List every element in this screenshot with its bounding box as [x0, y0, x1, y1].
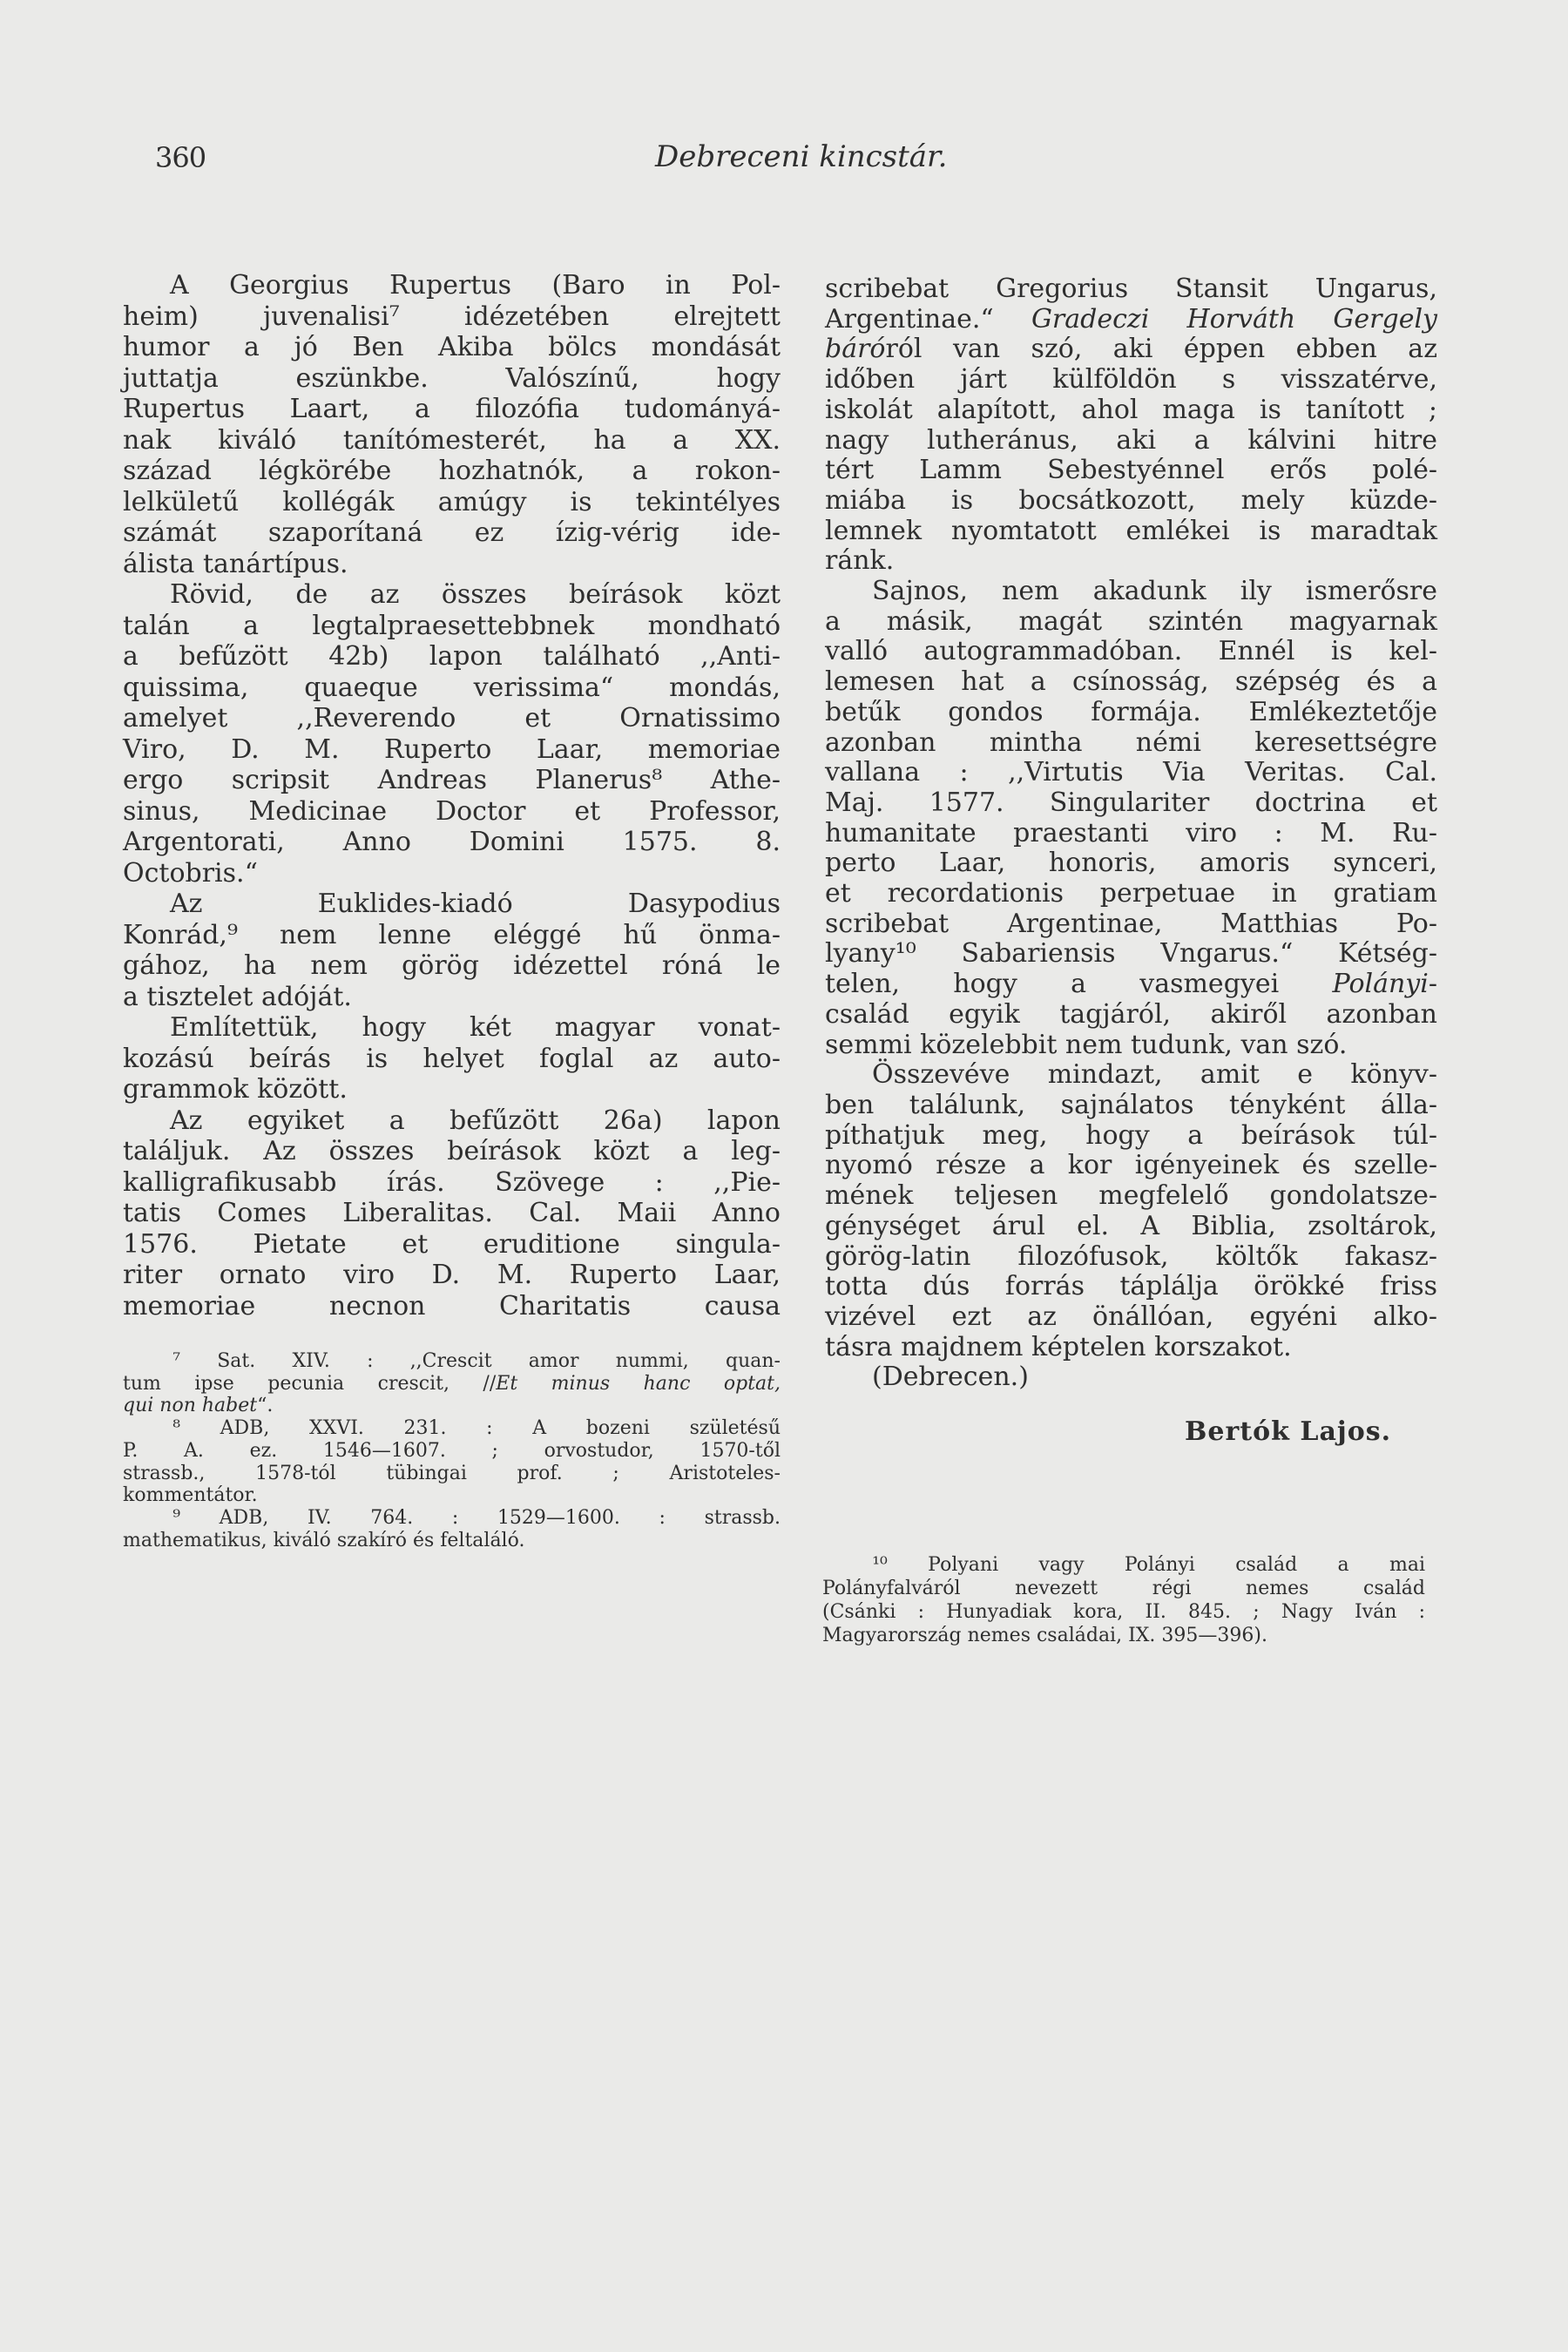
text-line: vizével ezt az önállóan, egyéni alko-: [825, 1301, 1437, 1332]
italic-text: Gradeczi Horváth Gergely: [1031, 303, 1437, 335]
italic-text: báró: [825, 334, 886, 365]
text-line: iskolát alapított, ahol maga is tanított ;: [825, 394, 1437, 425]
text-line: kalligrafikusabb írás. Szövege : ,,Pie-: [123, 1166, 781, 1198]
text-line: miába is bocsátkozott, mely küzde-: [825, 484, 1437, 516]
text-line: nagy lutheránus, aki a kálvini hitre: [825, 424, 1437, 456]
text-line: család egyik tagjáról, akiről azonban: [825, 998, 1437, 1030]
text-line: Argentorati, Anno Domini 1575. 8.: [123, 827, 781, 857]
author-signature: Bertók Lajos.: [1185, 1416, 1392, 1447]
text-line: et recordationis perpetuae in gratiam: [825, 878, 1437, 909]
text-line: riter ornato viro D. M. Ruperto Laar,: [123, 1260, 781, 1290]
text-line: ⁹ ADB, IV. 764. : 1529—1600. : strassb.: [172, 1506, 781, 1529]
text-line: számát szaporítaná ez ízig-vérig ide-: [123, 517, 781, 548]
text-line: (Debrecen.): [872, 1362, 1029, 1393]
text-line: Rövid, de az összes beírások közt: [170, 579, 781, 610]
text-line: lelkületű kollégák amúgy is tekintélyes: [123, 486, 781, 517]
text-line: scribebat Gregorius Stansit Ungarus,: [825, 274, 1437, 304]
running-title: Debreceni kincstár.: [655, 139, 948, 174]
text-segment: -: [1428, 969, 1437, 1000]
text-line: Az egyiket a befűzött 26a) lapon: [170, 1105, 781, 1136]
text-line: [825, 305, 1437, 335]
text-line: találjuk. Az összes beírások közt a leg-: [123, 1136, 781, 1166]
text-line: álista tanártípus.: [123, 548, 348, 579]
page-number: 360: [155, 141, 206, 174]
text-line: mathematikus, kiváló szakíró és feltaláló.: [123, 1529, 525, 1551]
text-line: tért Lamm Sebestyénnel erős polé-: [825, 455, 1437, 486]
text-line: P. A. ez. 1546—1607. ; orvostudor, 1570-től: [123, 1439, 781, 1462]
text-line: azonban mintha némi keresettségre: [825, 727, 1437, 758]
text-line: gához, ha nem görög idézettel róná le: [123, 950, 781, 981]
text-line: humor a jó Ben Akiba bölcs mondását: [123, 332, 781, 362]
text-line: memoriae necnon Charitatis causa: [123, 1290, 781, 1321]
text-line: ¹⁰ Polyani vagy Polányi család a mai: [872, 1554, 1425, 1576]
text-line: [123, 1373, 781, 1396]
text-line: 1576. Pietate et eruditione singula-: [123, 1228, 781, 1260]
text-line: Octobris.“: [123, 857, 258, 889]
text-line: sinus, Medicinae Doctor et Professor,: [123, 795, 781, 827]
text-line: Maj. 1577. Singulariter doctrina et: [825, 787, 1437, 818]
text-line: totta dús forrás táplálja örökké friss: [825, 1271, 1437, 1302]
right-footnotes: [822, 1553, 1425, 1647]
text-line: valló autogrammadóban. Ennél is kel-: [825, 636, 1437, 667]
italic-text: Polányi: [1332, 969, 1429, 1000]
text-line: görög-latin filozófusok, költők fakasz-: [825, 1240, 1437, 1272]
text-line: Említettük, hogy két magyar vonat-: [170, 1012, 781, 1043]
text-line: Magyarország nemes családai, IX. 395—396).: [822, 1625, 1267, 1646]
text-line: Az Euklides-kiadó Dasypodius: [170, 889, 781, 919]
text-segment: tum ipse pecunia crescit, //: [123, 1372, 497, 1395]
text-line: Polányfalváról nevezett régi nemes család: [822, 1578, 1425, 1599]
text-line: nak kiváló tanítómesterét, ha a XX.: [123, 424, 781, 456]
text-line: píthatjuk meg, hogy a beírások túl-: [825, 1119, 1437, 1151]
text-line: amelyet ,,Reverendo et Ornatissimo: [123, 703, 781, 733]
text-line: időben járt külföldön s visszatérve,: [825, 364, 1437, 395]
text-line: Rupertus Laart, a filozófia tudományá-: [123, 394, 781, 424]
text-line: strassb., 1578-tól tübingai prof. ; Aristoteles-: [123, 1462, 781, 1484]
text-line: lyany¹⁰ Sabariensis Vngarus.“ Kétség-: [825, 938, 1437, 970]
text-segment: telen, hogy a vasmegyei: [825, 969, 1333, 1000]
text-line: század légkörébe hozhatnók, a rokon-: [123, 456, 781, 486]
text-line: a befűzött 42b) lapon található ,,Anti-: [123, 641, 781, 672]
text-segment: “.: [257, 1395, 274, 1417]
text-line: heim) juvenalisi⁷ idézetében elrejtett: [123, 301, 781, 332]
text-line: [825, 970, 1437, 1000]
text-line: tatis Comes Liberalitas. Cal. Maii Anno: [123, 1198, 781, 1228]
text-line: juttatja eszünkbe. Valószínű, hogy: [123, 362, 781, 394]
text-line: kozású beírás is helyet foglal az auto-: [123, 1043, 781, 1074]
text-line: Összevéve mindazt, amit e könyv-: [872, 1059, 1437, 1091]
left-column-body: [123, 270, 781, 1321]
text-line: [825, 335, 1437, 365]
text-line: quissima, quaeque verissima“ mondás,: [123, 672, 781, 703]
text-line: génységet árul el. A Biblia, zsoltárok,: [825, 1210, 1437, 1241]
text-line: Viro, D. M. Ruperto Laar, memoriae: [123, 733, 781, 765]
text-line: lemesen hat a csínosság, szépség és a: [825, 666, 1437, 698]
text-line: a tisztelet adóját.: [123, 981, 352, 1012]
text-line: ben találunk, sajnálatos tényként álla-: [825, 1089, 1437, 1120]
text-line: [123, 1395, 781, 1417]
text-line: ⁸ ADB, XXVI. 231. : A bozeni születésű: [172, 1417, 781, 1440]
text-segment: ról van szó, aki éppen ebben az: [885, 334, 1437, 365]
text-line: talán a legtalpraesettebbnek mondható: [123, 610, 781, 641]
text-line: nyomó része a kor igényeinek és szelle-: [825, 1150, 1437, 1181]
text-line: perto Laar, honoris, amoris synceri,: [825, 848, 1437, 879]
text-line: mének teljesen megfelelő gondolatsze-: [825, 1180, 1437, 1212]
text-segment: Argentinae.“: [825, 303, 1031, 335]
text-line: tásra majdnem képtelen korszakot.: [825, 1331, 1292, 1362]
text-line: A Georgius Rupertus (Baro in Pol-: [170, 270, 781, 301]
italic-text: qui non habet: [123, 1395, 258, 1417]
text-line: ergo scripsit Andreas Planerus⁸ Athe-: [123, 765, 781, 795]
text-line: Konrád,⁹ nem lenne eléggé hű önma-: [123, 919, 781, 950]
text-line: grammok között.: [123, 1074, 348, 1105]
text-line: vallana : ,,Virtutis Via Veritas. Cal.: [825, 757, 1437, 788]
text-line: Sajnos, nem akadunk ily ismerősre: [872, 576, 1437, 607]
text-line: ránk.: [825, 545, 895, 577]
text-line: (Csánki : Hunyadiak kora, II. 845. ; Nagy Iván :: [822, 1601, 1425, 1623]
text-line: scribebat Argentinae, Matthias Po-: [825, 908, 1437, 939]
italic-text: Et minus hanc optat,: [496, 1372, 781, 1395]
text-line: ⁷ Sat. XIV. : ,,Crescit amor nummi, quan-: [172, 1350, 781, 1372]
text-line: a másik, magát szintén magyarnak: [825, 605, 1437, 637]
text-line: semmi közelebbit nem tudunk, van szó.: [825, 1029, 1348, 1060]
text-line: lemnek nyomtatott emlékei is maradtak: [825, 515, 1437, 546]
left-footnotes: [123, 1350, 781, 1551]
text-line: humanitate praestanti viro : M. Ru-: [825, 817, 1437, 848]
text-line: betűk gondos formája. Emlékeztetője: [825, 696, 1437, 727]
right-column-body: [825, 274, 1437, 1393]
text-line: kommentátor.: [123, 1484, 258, 1507]
